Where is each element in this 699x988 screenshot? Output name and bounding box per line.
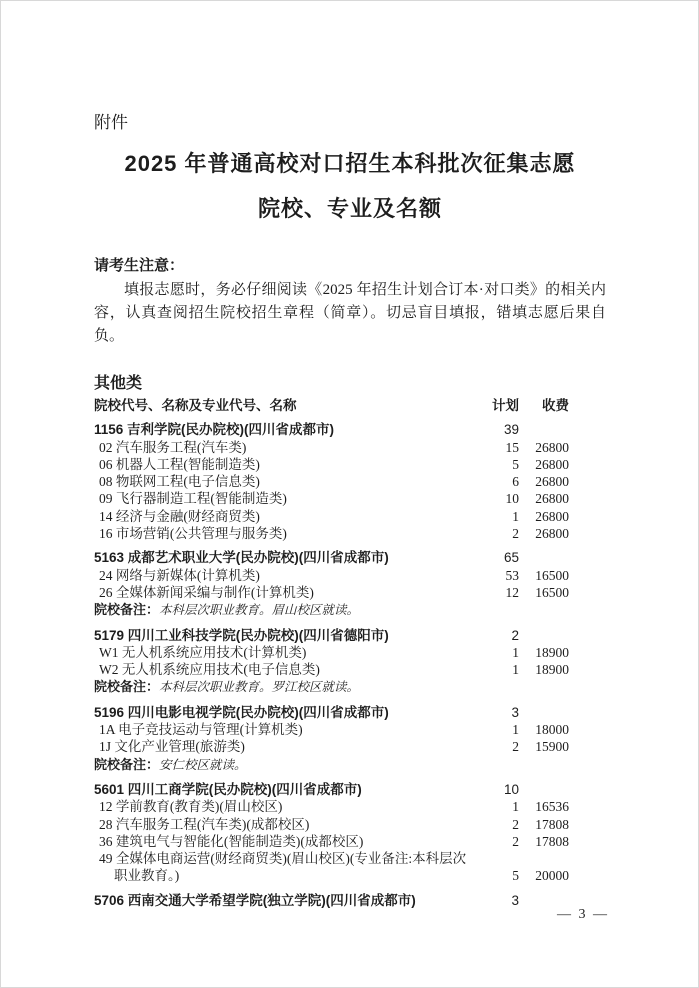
school-block	[94, 781, 569, 885]
major-row	[94, 798, 569, 815]
major-plan: 1	[512, 662, 519, 678]
school-plan: 3	[511, 892, 519, 908]
school-row	[94, 781, 569, 798]
major-plan: 2	[512, 526, 519, 542]
notice-section	[94, 255, 606, 348]
major-name: 02 汽车服务工程(汽车类)	[99, 439, 247, 455]
major-row	[94, 738, 569, 755]
notice-body: 填报志愿时，务必仔细阅读《2025 年招生计划合订本·对口类》的相关内容，认真查阅招生院校招生章程（简章）。切忌盲目填报，错填志愿后果自负。	[94, 282, 606, 344]
major-fee: 16500	[535, 584, 569, 600]
major-fee: 17808	[535, 833, 569, 849]
major-fee: 26800	[535, 456, 569, 472]
major-name: W1 无人机系统应用技术(计算机类)	[99, 644, 307, 660]
major-name: 1J 文化产业管理(旅游类)	[99, 739, 245, 755]
major-row	[94, 473, 569, 490]
school-note-row	[94, 601, 569, 619]
major-plan: 1	[512, 644, 519, 660]
page-number: — 3 —	[557, 907, 609, 922]
school-plan: 3	[511, 704, 519, 720]
major-name: 08 物联网工程(电子信息类)	[99, 474, 260, 490]
major-row	[94, 508, 569, 525]
major-row	[94, 721, 569, 738]
school-name: 5196 四川电影电视学院(民办院校)(四川省成都市)	[94, 704, 389, 720]
school-plan: 2	[511, 627, 519, 643]
major-row	[94, 439, 569, 456]
school-plan: 39	[503, 422, 519, 438]
page-content	[1, 1, 698, 909]
major-name: 16 市场营销(公共管理与服务类)	[99, 526, 287, 542]
major-fee: 20000	[535, 868, 569, 884]
major-name: 49 全媒体电商运营(财经商贸类)(眉山校区)(专业备注:本科层次职业教育。)	[99, 851, 467, 884]
school-note-text: 本科层次职业教育。罗江校区就读。	[159, 680, 360, 695]
school-row	[94, 892, 569, 909]
school-name: 5706 西南交通大学希望学院(独立学院)(四川省成都市)	[94, 892, 416, 908]
major-fee: 26800	[535, 491, 569, 507]
major-plan: 1	[512, 799, 519, 815]
school-row	[94, 421, 569, 438]
school-note-label: 院校备注：	[94, 602, 160, 618]
major-plan: 2	[512, 739, 519, 755]
major-plan: 2	[512, 833, 519, 849]
school-name: 1156 吉利学院(民办院校)(四川省成都市)	[94, 422, 335, 438]
major-row	[94, 816, 569, 833]
major-name: 14 经济与金融(财经商贸类)	[99, 508, 260, 524]
major-row	[94, 833, 569, 850]
school-name: 5601 四川工商学院(民办院校)(四川省成都市)	[94, 781, 362, 797]
school-row	[94, 704, 569, 721]
major-name: 06 机器人工程(智能制造类)	[99, 456, 260, 472]
major-name: 12 学前教育(教育类)(眉山校区)	[99, 799, 283, 815]
school-row	[94, 627, 569, 644]
table-header-row	[94, 397, 569, 414]
school-note-text: 本科层次职业教育。眉山校区就读。	[159, 603, 360, 618]
header-plan: 计划	[492, 398, 519, 413]
major-name: W2 无人机系统应用技术(电子信息类)	[99, 662, 320, 678]
school-block	[94, 892, 569, 909]
major-fee: 18900	[535, 644, 569, 660]
major-row	[94, 644, 569, 661]
major-fee: 17808	[535, 816, 569, 832]
major-fee: 26800	[535, 526, 569, 542]
major-fee: 18000	[535, 722, 569, 738]
major-plan: 12	[505, 584, 519, 600]
school-note-label: 院校备注：	[94, 679, 160, 695]
document-title	[94, 141, 606, 231]
major-plan: 6	[512, 474, 519, 490]
major-fee: 15900	[535, 739, 569, 755]
school-note-text: 安仁校区就读。	[159, 757, 247, 772]
school-name: 5163 成都艺术职业大学(民办院校)(四川省成都市)	[94, 550, 389, 566]
major-plan: 1	[512, 722, 519, 738]
school-block	[94, 704, 569, 774]
major-name: 1A 电子竞技运动与管理(计算机类)	[99, 722, 303, 738]
major-fee: 26800	[535, 508, 569, 524]
school-name: 5179 四川工业科技学院(民办院校)(四川省德阳市)	[94, 627, 389, 643]
major-name: 28 汽车服务工程(汽车类)(成都校区)	[99, 816, 310, 832]
major-name: 09 飞行器制造工程(智能制造类)	[99, 491, 287, 507]
attachment-label: 附件	[94, 113, 128, 132]
school-note-label: 院校备注：	[94, 756, 160, 772]
major-fee: 16500	[535, 567, 569, 583]
major-row	[94, 567, 569, 584]
major-plan: 2	[512, 816, 519, 832]
major-fee: 16536	[535, 799, 569, 815]
school-block	[94, 627, 569, 697]
major-name: 24 网络与新媒体(计算机类)	[99, 567, 260, 583]
major-fee: 26800	[535, 474, 569, 490]
header-name: 院校代号、名称及专业代号、名称	[94, 398, 297, 413]
section-title: 其他类	[94, 375, 143, 392]
major-row	[94, 456, 569, 473]
major-name: 26 全媒体新闻采编与制作(计算机类)	[99, 584, 314, 600]
major-plan: 5	[512, 456, 519, 472]
school-block	[94, 549, 569, 619]
major-row	[94, 490, 569, 507]
major-name: 36 建筑电气与智能化(智能制造类)(成都校区)	[99, 833, 364, 849]
major-plan: 10	[505, 491, 519, 507]
title-line-2: 院校、专业及名额	[257, 196, 442, 221]
school-plan: 10	[503, 781, 519, 797]
notice-heading: 请考生注意：	[94, 258, 185, 274]
major-plan: 1	[512, 508, 519, 524]
school-note-row	[94, 678, 569, 696]
major-row	[94, 661, 569, 678]
major-plan: 15	[505, 439, 519, 455]
school-row	[94, 549, 569, 566]
major-plan: 5	[512, 868, 519, 884]
major-fee: 26800	[535, 439, 569, 455]
major-fee: 18900	[535, 662, 569, 678]
major-row	[94, 584, 569, 601]
school-plan: 65	[503, 550, 519, 566]
school-note-row	[94, 756, 569, 774]
title-line-1: 2025 年普通高校对口招生本科批次征集志愿	[124, 151, 576, 176]
admissions-table	[94, 397, 569, 909]
major-row	[94, 525, 569, 542]
header-fee: 收费	[542, 398, 569, 413]
major-plan: 53	[505, 567, 519, 583]
school-block	[94, 421, 569, 542]
major-row	[94, 850, 569, 885]
